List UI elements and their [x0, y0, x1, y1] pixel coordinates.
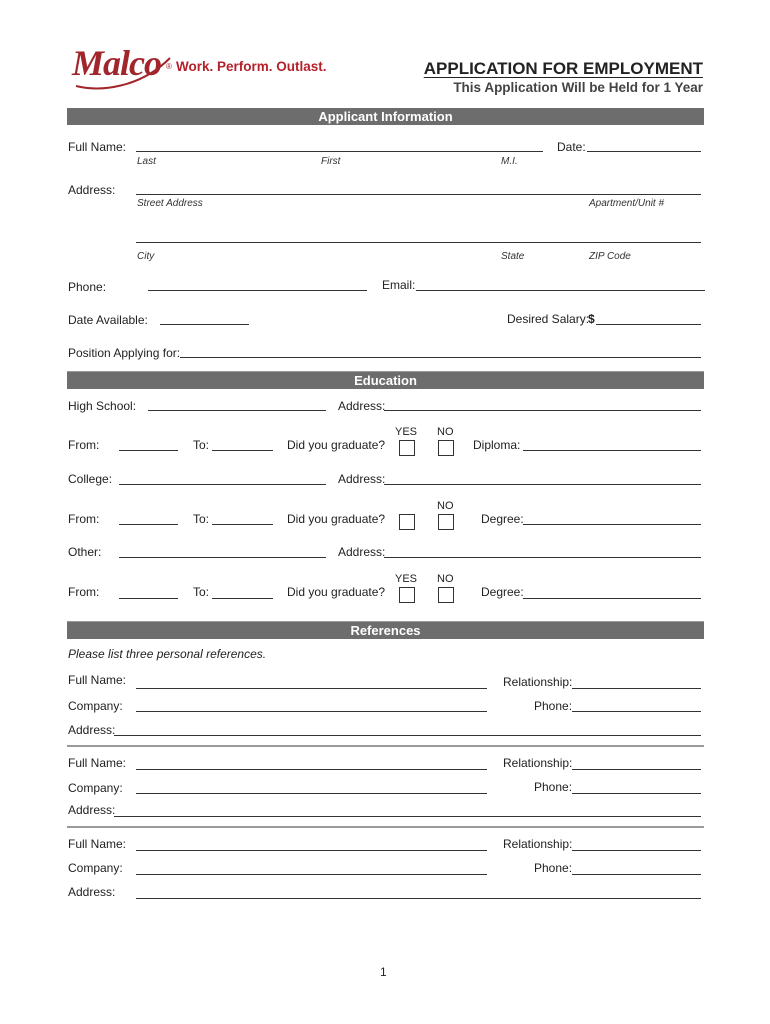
other-to-field[interactable] — [212, 598, 273, 599]
other-from-label: From: — [68, 585, 100, 599]
college-from-label: From: — [68, 512, 100, 526]
email-label: Email: — [382, 278, 416, 292]
ref3-relationship-label: Relationship: — [503, 837, 573, 851]
ref1-phone-label: Phone: — [534, 699, 573, 713]
references-instructions: Please list three personal references. — [68, 647, 267, 661]
city-caption: City — [137, 251, 155, 262]
other-graduate-yes-checkbox[interactable] — [399, 587, 415, 603]
college-graduate-label: Did you graduate? — [287, 512, 386, 526]
hs-from-label: From: — [68, 438, 100, 452]
email-field[interactable] — [416, 290, 705, 291]
company-logo — [70, 38, 175, 94]
page-number: 1 — [380, 965, 387, 979]
ref1-divider — [67, 745, 704, 747]
other-address-field[interactable] — [384, 557, 701, 558]
hs-no-caption: NO — [437, 426, 454, 438]
ref1-address-field[interactable] — [114, 735, 701, 736]
full-name-field[interactable] — [136, 151, 543, 152]
other-from-field[interactable] — [119, 598, 178, 599]
other-to-label: To: — [193, 585, 210, 599]
date-label: Date: — [557, 140, 586, 154]
other-graduate-no-checkbox[interactable] — [438, 587, 454, 603]
college-address-label: Address: — [338, 472, 386, 486]
other-label: Other: — [68, 545, 102, 559]
ref1-relationship-label: Relationship: — [503, 675, 573, 689]
logo-registered-mark: ® — [166, 62, 172, 71]
ref3-full-name-field[interactable] — [136, 850, 487, 851]
ref1-address-label: Address: — [68, 723, 116, 737]
ref3-full-name-label: Full Name: — [68, 837, 127, 851]
page-subtitle: This Application Will be Held for 1 Year — [453, 80, 703, 95]
high-school-label: High School: — [68, 399, 137, 413]
high-school-address-label: Address: — [338, 399, 386, 413]
hs-graduate-label: Did you graduate? — [287, 438, 386, 452]
ref2-address-field[interactable] — [114, 816, 701, 817]
date-field[interactable] — [587, 151, 701, 152]
tagline: Work. Perform. Outlast. — [176, 59, 327, 74]
college-degree-field[interactable] — [523, 524, 701, 525]
middle-initial-caption: M.I. — [501, 156, 518, 167]
hs-graduate-yes-checkbox[interactable] — [399, 440, 415, 456]
desired-salary-field[interactable] — [596, 324, 701, 325]
full-name-label: Full Name: — [68, 140, 127, 154]
phone-label: Phone: — [68, 280, 107, 294]
ref2-phone-label: Phone: — [534, 780, 573, 794]
ref3-company-field[interactable] — [136, 874, 487, 875]
ref3-address-field[interactable] — [136, 898, 701, 899]
hs-to-label: To: — [193, 438, 210, 452]
college-degree-label: Degree: — [481, 512, 524, 526]
ref3-relationship-field[interactable] — [572, 850, 701, 851]
other-school-field[interactable] — [119, 557, 326, 558]
position-field[interactable] — [180, 357, 701, 358]
last-name-caption: Last — [137, 156, 156, 167]
phone-field[interactable] — [148, 290, 367, 291]
page-title: APPLICATION FOR EMPLOYMENT — [423, 59, 703, 78]
ref2-relationship-label: Relationship: — [503, 756, 573, 770]
ref2-company-label: Company: — [68, 781, 123, 795]
city-state-zip-field[interactable] — [136, 242, 701, 243]
first-name-caption: First — [321, 156, 341, 167]
hs-graduate-no-checkbox[interactable] — [438, 440, 454, 456]
college-from-field[interactable] — [119, 524, 178, 525]
section-header-references: References — [67, 621, 704, 639]
other-address-label: Address: — [338, 545, 386, 559]
desired-salary-label: Desired Salary: — [507, 312, 590, 326]
college-no-caption: NO — [437, 500, 454, 512]
diploma-label: Diploma: — [473, 438, 521, 452]
other-degree-field[interactable] — [523, 598, 701, 599]
hs-yes-caption: YES — [395, 426, 418, 438]
section-header-applicant: Applicant Information — [67, 108, 704, 125]
college-address-field[interactable] — [384, 484, 701, 485]
salary-currency-symbol: $ — [588, 312, 595, 326]
diploma-field[interactable] — [523, 450, 701, 451]
date-available-field[interactable] — [160, 324, 249, 325]
logo-wordmark: Malco — [72, 43, 161, 83]
ref2-relationship-field[interactable] — [572, 769, 701, 770]
ref2-full-name-label: Full Name: — [68, 756, 127, 770]
address-label: Address: — [68, 183, 116, 197]
ref2-company-field[interactable] — [136, 793, 487, 794]
street-address-field[interactable] — [136, 194, 701, 195]
section-header-education: Education — [67, 371, 704, 389]
other-degree-label: Degree: — [481, 585, 524, 599]
ref3-company-label: Company: — [68, 861, 123, 875]
college-label: College: — [68, 472, 113, 486]
college-graduate-no-checkbox[interactable] — [438, 514, 454, 530]
ref1-phone-field[interactable] — [572, 711, 701, 712]
college-to-field[interactable] — [212, 524, 273, 525]
college-to-label: To: — [193, 512, 210, 526]
ref1-full-name-field[interactable] — [136, 688, 487, 689]
street-address-caption: Street Address — [137, 198, 203, 209]
other-yes-caption: YES — [395, 573, 418, 585]
state-caption: State — [501, 251, 525, 262]
other-graduate-label: Did you graduate? — [287, 585, 386, 599]
high-school-address-field[interactable] — [384, 410, 701, 411]
ref1-company-label: Company: — [68, 699, 123, 713]
ref1-relationship-field[interactable] — [572, 688, 701, 689]
position-label: Position Applying for: — [68, 346, 181, 360]
ref2-phone-field[interactable] — [572, 793, 701, 794]
ref2-full-name-field[interactable] — [136, 769, 487, 770]
college-field[interactable] — [119, 484, 326, 485]
college-graduate-yes-checkbox[interactable] — [399, 514, 415, 530]
zip-caption: ZIP Code — [589, 251, 631, 262]
ref1-company-field[interactable] — [136, 711, 487, 712]
ref3-phone-label: Phone: — [534, 861, 573, 875]
high-school-field[interactable] — [148, 410, 326, 411]
other-no-caption: NO — [437, 573, 454, 585]
hs-from-field[interactable] — [119, 450, 178, 451]
ref2-divider — [67, 826, 704, 828]
ref3-phone-field[interactable] — [572, 874, 701, 875]
hs-to-field[interactable] — [212, 450, 273, 451]
ref2-address-label: Address: — [68, 803, 116, 817]
apartment-caption: Apartment/Unit # — [589, 198, 665, 209]
ref1-full-name-label: Full Name: — [68, 673, 127, 687]
ref3-address-label: Address: — [68, 885, 116, 899]
date-available-label: Date Available: — [68, 313, 148, 327]
